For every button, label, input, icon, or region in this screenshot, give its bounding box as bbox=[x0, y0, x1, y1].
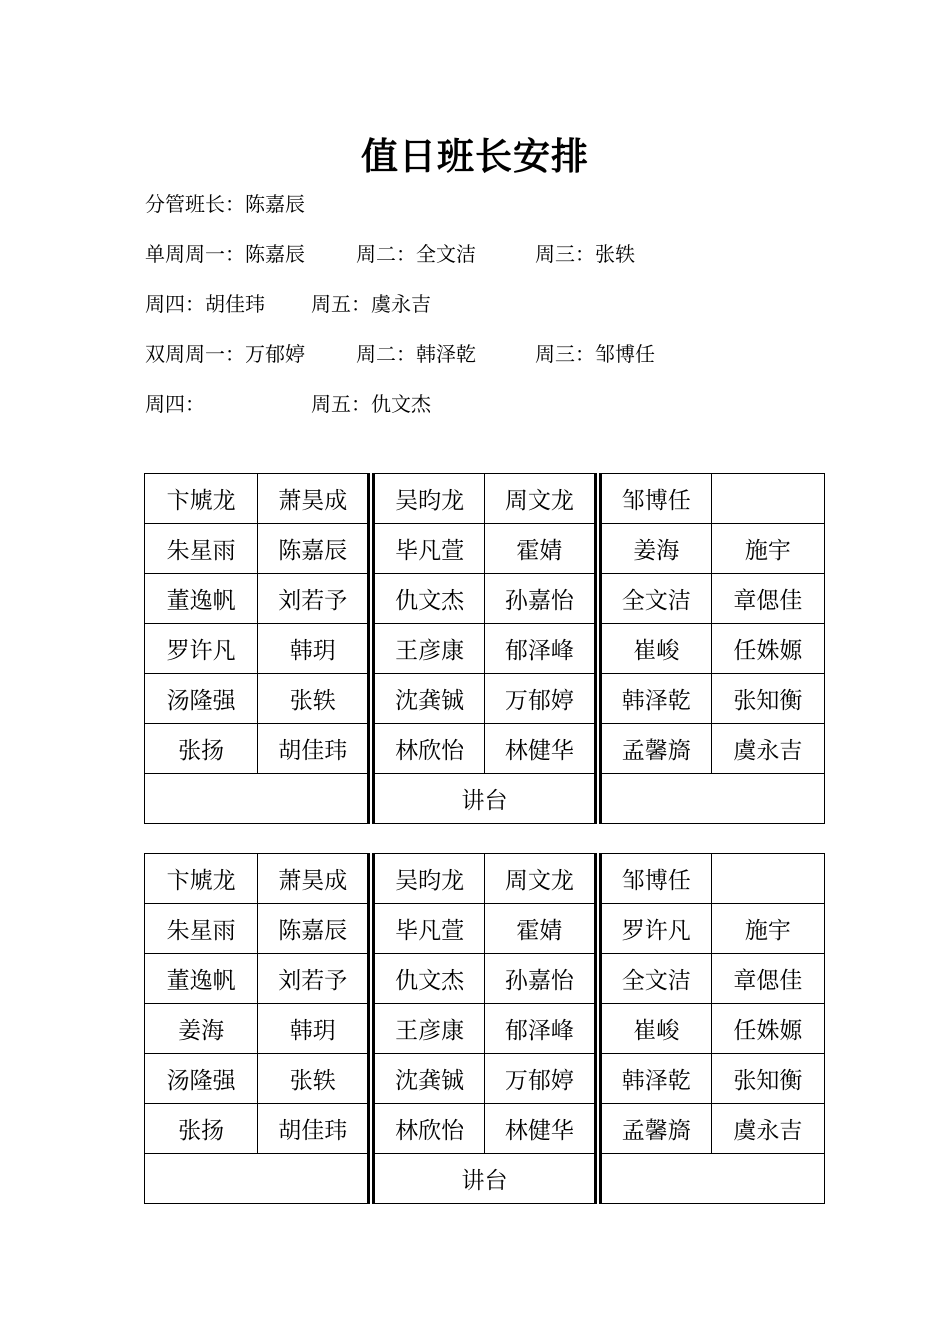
seat-cell: 郁泽峰 bbox=[484, 1004, 597, 1054]
double-week-thu: 周四： bbox=[145, 392, 205, 416]
seat-cell: 刘若予 bbox=[258, 954, 371, 1004]
seat-cell: 朱星雨 bbox=[145, 524, 258, 574]
seat-cell: 张轶 bbox=[258, 1054, 371, 1104]
seat-cell: 韩玥 bbox=[258, 1004, 371, 1054]
seat-cell: 张扬 bbox=[145, 1104, 258, 1154]
podium-row bbox=[145, 774, 825, 824]
seat-row bbox=[145, 674, 825, 724]
single-week-wed: 周三：张轶 bbox=[535, 242, 635, 266]
seat-row bbox=[145, 524, 825, 574]
seat-cell: 毕凡萱 bbox=[371, 904, 484, 954]
seat-cell: 孟馨旖 bbox=[598, 1104, 711, 1154]
seat-cell: 邹博任 bbox=[598, 474, 711, 524]
single-week-line-1 bbox=[145, 238, 635, 267]
seat-cell: 章偲佳 bbox=[711, 574, 824, 624]
double-week-line-2 bbox=[145, 388, 431, 417]
seating-table-2 bbox=[144, 853, 825, 1204]
seat-cell: 胡佳玮 bbox=[258, 1104, 371, 1154]
seat-cell: 邹博任 bbox=[598, 854, 711, 904]
seat-cell: 崔峻 bbox=[598, 624, 711, 674]
seat-cell: 林欣怡 bbox=[371, 1104, 484, 1154]
seat-row bbox=[145, 574, 825, 624]
seat-cell: 孙嘉怡 bbox=[484, 574, 597, 624]
seat-cell: 张轶 bbox=[258, 674, 371, 724]
seat-cell: 张知衡 bbox=[711, 674, 824, 724]
seat-cell: 韩泽乾 bbox=[598, 674, 711, 724]
seat-cell: 孟馨旖 bbox=[598, 724, 711, 774]
seat-cell bbox=[711, 474, 824, 524]
seat-cell: 林健华 bbox=[484, 1104, 597, 1154]
seat-cell: 全文洁 bbox=[598, 954, 711, 1004]
seat-row bbox=[145, 474, 825, 524]
double-week-line-1 bbox=[145, 338, 655, 367]
seat-cell: 姜海 bbox=[598, 524, 711, 574]
seat-cell: 董逸帆 bbox=[145, 574, 258, 624]
seat-cell: 张知衡 bbox=[711, 1054, 824, 1104]
supervisor-line: 分管班长：陈嘉辰 bbox=[145, 192, 305, 216]
seat-cell: 吴昀龙 bbox=[371, 854, 484, 904]
seat-cell: 陈嘉辰 bbox=[258, 524, 371, 574]
seat-cell: 章偲佳 bbox=[711, 954, 824, 1004]
seat-cell: 崔峻 bbox=[598, 1004, 711, 1054]
seat-cell: 仇文杰 bbox=[371, 574, 484, 624]
double-week-fri: 周五：仇文杰 bbox=[311, 392, 431, 416]
seat-cell: 刘若予 bbox=[258, 574, 371, 624]
seat-cell: 霍婧 bbox=[484, 904, 597, 954]
single-week-thu: 周四：胡佳玮 bbox=[145, 292, 265, 316]
seat-cell: 施宇 bbox=[711, 904, 824, 954]
seat-cell: 张扬 bbox=[145, 724, 258, 774]
seat-cell: 万郁婷 bbox=[484, 1054, 597, 1104]
seat-cell: 王彦康 bbox=[371, 1004, 484, 1054]
seat-cell: 沈龚铖 bbox=[371, 1054, 484, 1104]
seat-cell: 林欣怡 bbox=[371, 724, 484, 774]
seat-cell: 万郁婷 bbox=[484, 674, 597, 724]
seat-cell: 仇文杰 bbox=[371, 954, 484, 1004]
single-week-mon: 单周周一：陈嘉辰 bbox=[145, 242, 305, 266]
seat-cell: 萧昊成 bbox=[258, 474, 371, 524]
seat-cell: 罗许凡 bbox=[598, 904, 711, 954]
single-week-fri: 周五：虞永吉 bbox=[311, 292, 431, 316]
double-week-tue: 周二：韩泽乾 bbox=[356, 342, 476, 366]
seat-cell: 周文龙 bbox=[484, 474, 597, 524]
seat-cell: 周文龙 bbox=[484, 854, 597, 904]
page-title: 值日班长安排 bbox=[361, 135, 589, 178]
seat-cell: 汤隆强 bbox=[145, 674, 258, 724]
podium-label: 讲台 bbox=[371, 774, 598, 824]
seat-cell: 毕凡萱 bbox=[371, 524, 484, 574]
seat-cell: 孙嘉怡 bbox=[484, 954, 597, 1004]
podium-label: 讲台 bbox=[371, 1154, 598, 1204]
seat-cell: 汤隆强 bbox=[145, 1054, 258, 1104]
seat-cell: 董逸帆 bbox=[145, 954, 258, 1004]
seat-cell: 虞永吉 bbox=[711, 1104, 824, 1154]
podium-row bbox=[145, 1154, 825, 1204]
seat-cell: 王彦康 bbox=[371, 624, 484, 674]
seat-cell: 虞永吉 bbox=[711, 724, 824, 774]
seat-cell: 吴昀龙 bbox=[371, 474, 484, 524]
seat-row bbox=[145, 724, 825, 774]
seat-row bbox=[145, 624, 825, 674]
seat-cell: 卞虓龙 bbox=[145, 474, 258, 524]
seat-cell: 全文洁 bbox=[598, 574, 711, 624]
seat-cell: 罗许凡 bbox=[145, 624, 258, 674]
seat-row bbox=[145, 904, 825, 954]
seat-cell: 任姝嫄 bbox=[711, 624, 824, 674]
seat-row bbox=[145, 1054, 825, 1104]
seat-cell: 郁泽峰 bbox=[484, 624, 597, 674]
seat-cell: 任姝嫄 bbox=[711, 1004, 824, 1054]
seat-row bbox=[145, 1004, 825, 1054]
empty-cell bbox=[145, 1154, 372, 1204]
empty-cell bbox=[145, 774, 372, 824]
seating-table-1 bbox=[144, 473, 825, 824]
empty-cell bbox=[598, 774, 825, 824]
empty-cell bbox=[598, 1154, 825, 1204]
seat-cell: 萧昊成 bbox=[258, 854, 371, 904]
seat-cell bbox=[711, 854, 824, 904]
seat-cell: 胡佳玮 bbox=[258, 724, 371, 774]
seat-cell: 韩泽乾 bbox=[598, 1054, 711, 1104]
seat-cell: 施宇 bbox=[711, 524, 824, 574]
seat-cell: 卞虓龙 bbox=[145, 854, 258, 904]
seat-cell: 霍婧 bbox=[484, 524, 597, 574]
seat-cell: 朱星雨 bbox=[145, 904, 258, 954]
double-week-mon: 双周周一：万郁婷 bbox=[145, 342, 305, 366]
single-week-line-2 bbox=[145, 288, 431, 317]
single-week-tue: 周二：全文洁 bbox=[356, 242, 476, 266]
seat-cell: 林健华 bbox=[484, 724, 597, 774]
seat-row bbox=[145, 954, 825, 1004]
double-week-wed: 周三：邹博任 bbox=[535, 342, 655, 366]
seat-cell: 姜海 bbox=[145, 1004, 258, 1054]
seat-cell: 陈嘉辰 bbox=[258, 904, 371, 954]
seat-cell: 韩玥 bbox=[258, 624, 371, 674]
seat-cell: 沈龚铖 bbox=[371, 674, 484, 724]
seat-row bbox=[145, 854, 825, 904]
seat-row bbox=[145, 1104, 825, 1154]
